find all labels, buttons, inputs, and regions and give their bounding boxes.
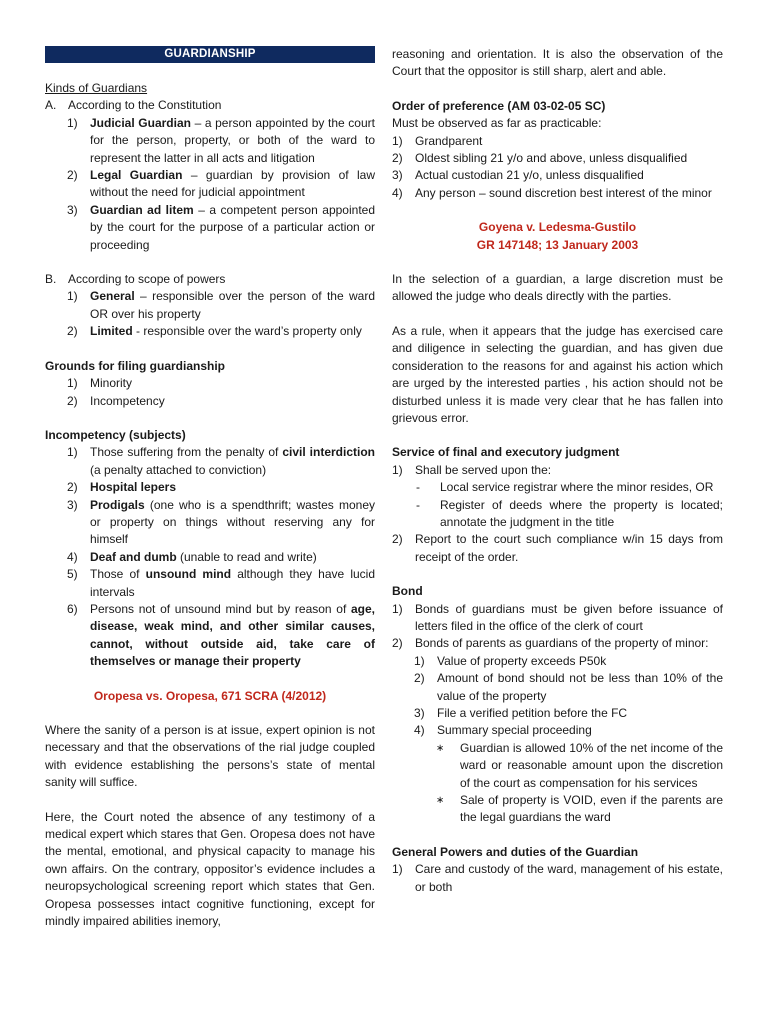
list-marker: 1) <box>67 445 78 460</box>
service-item-2: 2) Report to the court such compliance w/in 15 days from receipt of the order. <box>392 532 723 564</box>
list-item-text <box>437 722 723 739</box>
service-item-1: 1) Shall be served upon the: <box>392 462 552 477</box>
guardian-kind-item <box>45 202 375 254</box>
bond-star-item <box>392 792 723 827</box>
grounds-title: Grounds for filing guardianship <box>45 358 225 373</box>
list-item-text <box>90 115 375 167</box>
item-text: – a person appointed by the court for the person, property, or both of the ward to represent the latter in all acts and litigation <box>90 115 375 165</box>
item-text: Local service registrar where the minor resides, OR <box>440 480 714 495</box>
incompetency-item <box>45 566 375 601</box>
item-term: Guardian ad litem <box>90 202 194 217</box>
list-marker: 6) <box>67 601 78 616</box>
list-marker: 2) <box>67 480 78 495</box>
scope-item <box>45 323 375 340</box>
item-text: (a penalty attached to conviction) <box>90 462 267 477</box>
kinds-title: Kinds of Guardians <box>45 81 148 95</box>
item-text: Care and custody of the ward, management of his estate, or both <box>415 862 723 894</box>
list-marker: 1) <box>392 601 403 616</box>
list-item-text <box>415 167 723 184</box>
item-term: unsound mind <box>145 567 232 582</box>
list-marker: 3) <box>392 168 403 183</box>
list-marker: 2) <box>67 168 78 183</box>
list-marker: 1) <box>67 115 78 130</box>
item-text: Actual custodian 21 y/o, unless disqualified <box>415 168 644 183</box>
list-item-text <box>90 288 375 323</box>
list-item-text <box>415 150 723 167</box>
bond-title: Bond <box>392 584 423 599</box>
right-column <box>392 46 723 896</box>
list-item-text <box>90 549 375 566</box>
service-title: Service of final and executory judgment <box>392 445 620 460</box>
list-item-text <box>90 479 375 496</box>
incompetency-item <box>45 601 375 671</box>
item-text: Any person – sound discretion best interest of the minor <box>415 185 712 200</box>
item-text: Sale of property is VOID, even if the parents are the legal guardians the ward <box>460 793 723 825</box>
list-item-text <box>437 653 723 670</box>
list-marker: 1) <box>414 653 425 668</box>
item-term: General <box>90 289 135 304</box>
powers-title: General Powers and duties of the Guardian <box>392 844 639 859</box>
list-item-text <box>415 133 723 150</box>
item-term: Prodigals <box>90 497 145 512</box>
list-item-text <box>90 323 375 340</box>
oropesa-paragraph-2: Here, the Court noted the absence of any testimony of a medical expert which stares that Gen. Oropesa does not have the mental, emotional, and physical capacity to manage his own affairs. On the contrary, oppositor’s evidence includes a neuropsychological screening report which states that Gen. Oropesa possesses intact cognitive functioning, except for mindly impaired abilities inemory, <box>45 809 375 929</box>
item-text: – guardian by provision of law without the need for judicial appointment <box>90 168 375 200</box>
bond-sub-item <box>392 722 723 739</box>
bond-sub-item <box>392 653 723 670</box>
list-marker: ∗ <box>436 795 445 807</box>
item-term: Judicial Guardian <box>90 115 191 130</box>
item-text: Value of property exceeds P50k <box>437 653 607 668</box>
goyena-paragraph-1: In the selection of a guardian, a large discretion must be allowed the judge who deals directly with the parties. <box>392 272 723 304</box>
constitution-list <box>45 115 375 254</box>
incompetency-item <box>45 497 375 549</box>
list-item-text <box>90 393 375 410</box>
item-text: File a verified petition before the FC <box>437 706 628 720</box>
list-marker: 2) <box>392 151 403 166</box>
item-text: - responsible over the ward’s property only <box>132 324 362 339</box>
item-term: civil interdiction <box>282 445 375 460</box>
item-text: Oldest sibling 21 y/o and above, unless disqualified <box>415 151 688 166</box>
list-marker: - <box>416 497 420 512</box>
section-b-heading: B. According to scope of powers <box>45 272 226 287</box>
bond-star-item <box>392 740 723 792</box>
left-column <box>45 46 375 930</box>
ground-item <box>45 393 375 410</box>
scope-list <box>45 288 375 340</box>
goyena-case-name: Goyena v. Ledesma-Gustilo <box>478 220 637 235</box>
bond-sub-item <box>392 705 723 722</box>
item-text: although they have lucid intervals <box>90 567 376 599</box>
item-text: Register of deeds where the property is located; annotate the judgment in the title <box>440 497 723 529</box>
list-marker: 1) <box>392 133 403 148</box>
bond-item <box>392 635 723 652</box>
order-item <box>392 150 723 167</box>
incompetency-item <box>45 549 375 566</box>
item-text: Incompetency <box>90 393 165 408</box>
order-intro: Must be observed as far as practicable: <box>392 116 602 131</box>
list-item-text <box>90 167 375 202</box>
list-item-text <box>415 185 723 202</box>
scope-item <box>45 288 375 323</box>
list-marker: 2) <box>67 393 78 408</box>
list-item-text <box>437 705 723 722</box>
list-marker: 4) <box>392 185 403 200</box>
item-text: – a competent person appointed by the court for the purpose of a particular action or proceeding <box>90 202 375 252</box>
bond-sub-list <box>392 653 723 740</box>
list-marker: 1) <box>392 862 403 877</box>
item-text: Guardian is allowed 10% of the net income of the ward or reasonable amount upon the discretion of the court as compensation for his services <box>460 740 723 790</box>
list-item-text <box>415 635 723 652</box>
bond-sub-item <box>392 670 723 705</box>
item-text: Minority <box>90 376 133 391</box>
list-item-text <box>90 202 375 254</box>
item-term: Limited <box>90 324 133 339</box>
guardian-kind-item <box>45 167 375 202</box>
item-lead: Persons not of unsound mind but by reason of <box>90 601 351 616</box>
guardianship-banner: GUARDIANSHIP <box>45 46 375 63</box>
powers-list <box>392 861 723 896</box>
goyena-paragraph-2: As a rule, when it appears that the judge has exercised care and diligence in selecting the guardian, and has given due consideration to the reasons for and against his action which are urged by the interested parties , his action should not be disturbed unless it is made very clear that he has fallen into grievous error. <box>392 323 723 425</box>
list-item-text <box>440 479 723 496</box>
service-dash-list <box>392 479 723 531</box>
item-text: (one who is a spendthrift; wastes money or property on things without reserving any for himself <box>90 497 375 547</box>
service-dash-item <box>392 479 723 496</box>
list-marker: 3) <box>67 497 78 512</box>
list-item-text <box>460 740 723 792</box>
list-marker: 2) <box>67 324 78 339</box>
oropesa-paragraph-1: Where the sanity of a person is at issue, expert opinion is not necessary and that the observations of the rial judge coupled with evidence establishing the persons’s state of mental sanity will suffice. <box>45 723 375 790</box>
bond-list <box>392 601 723 653</box>
item-text: Amount of bond should not be less than 10% of the value of the property <box>437 671 723 703</box>
item-text: Grandparent <box>415 133 483 148</box>
incompetency-item <box>45 479 375 496</box>
continuation-paragraph: reasoning and orientation. It is also the observation of the Court that the oppositor is still sharp, alert and able. <box>392 47 723 79</box>
order-item <box>392 167 723 184</box>
item-lead: Those suffering from the penalty of <box>90 445 283 460</box>
list-marker: 3) <box>67 202 78 217</box>
item-text: Bonds of parents as guardians of the property of minor: <box>415 636 709 651</box>
oropesa-case-title: Oropesa vs. Oropesa, 671 SCRA (4/2012) <box>93 688 327 703</box>
item-text: Bonds of guardians must be given before issuance of letters filed in the office of the clerk of court <box>415 601 723 633</box>
order-item <box>392 185 723 202</box>
power-item <box>392 861 723 896</box>
list-item-text <box>90 601 375 671</box>
incompetency-item <box>45 444 375 479</box>
list-marker: 3) <box>414 706 425 720</box>
list-item-text <box>90 444 375 479</box>
list-marker: 4) <box>67 549 78 564</box>
list-marker: ∗ <box>436 742 445 754</box>
goyena-case-cite: GR 147148; 13 January 2003 <box>476 237 639 252</box>
item-term: Deaf and dumb <box>90 549 177 564</box>
item-text: (unable to read and write) <box>176 549 317 564</box>
item-lead: Those of <box>90 567 146 582</box>
ground-item <box>45 375 375 392</box>
section-a-heading: A. According to the Constitution <box>45 98 222 113</box>
list-item-text <box>460 792 723 827</box>
list-item-text <box>437 670 723 705</box>
item-text: Summary special proceeding <box>437 723 592 738</box>
order-title: Order of preference (AM 03-02-05 SC) <box>392 98 606 113</box>
item-term: age, disease, weak mind, and other similar causes, cannot, without outside aid, take care of themselves or manage their property <box>90 601 375 669</box>
guardian-kind-item <box>45 115 375 167</box>
incompetency-list <box>45 444 375 670</box>
order-list <box>392 133 723 203</box>
item-text: – responsible over the person of the ward OR over his property <box>90 289 375 321</box>
list-marker: - <box>416 480 420 495</box>
incompetency-title: Incompetency (subjects) <box>45 427 186 442</box>
list-item-text <box>415 861 723 896</box>
list-item-text <box>415 601 723 636</box>
list-marker: 2) <box>392 636 403 651</box>
list-marker: 4) <box>414 723 425 738</box>
list-marker: 1) <box>67 289 78 304</box>
list-item-text <box>90 375 375 392</box>
grounds-list <box>45 375 375 410</box>
list-marker: 2) <box>414 671 425 686</box>
item-term: Legal Guardian <box>90 168 183 183</box>
list-marker: 1) <box>67 376 78 391</box>
service-dash-item <box>392 497 723 532</box>
item-term: Hospital lepers <box>90 480 177 495</box>
order-item <box>392 133 723 150</box>
list-item-text <box>440 497 723 532</box>
bond-star-list <box>392 740 723 827</box>
list-marker: 5) <box>67 567 78 582</box>
list-item-text <box>90 566 375 601</box>
bond-item <box>392 601 723 636</box>
list-item-text <box>90 497 375 549</box>
